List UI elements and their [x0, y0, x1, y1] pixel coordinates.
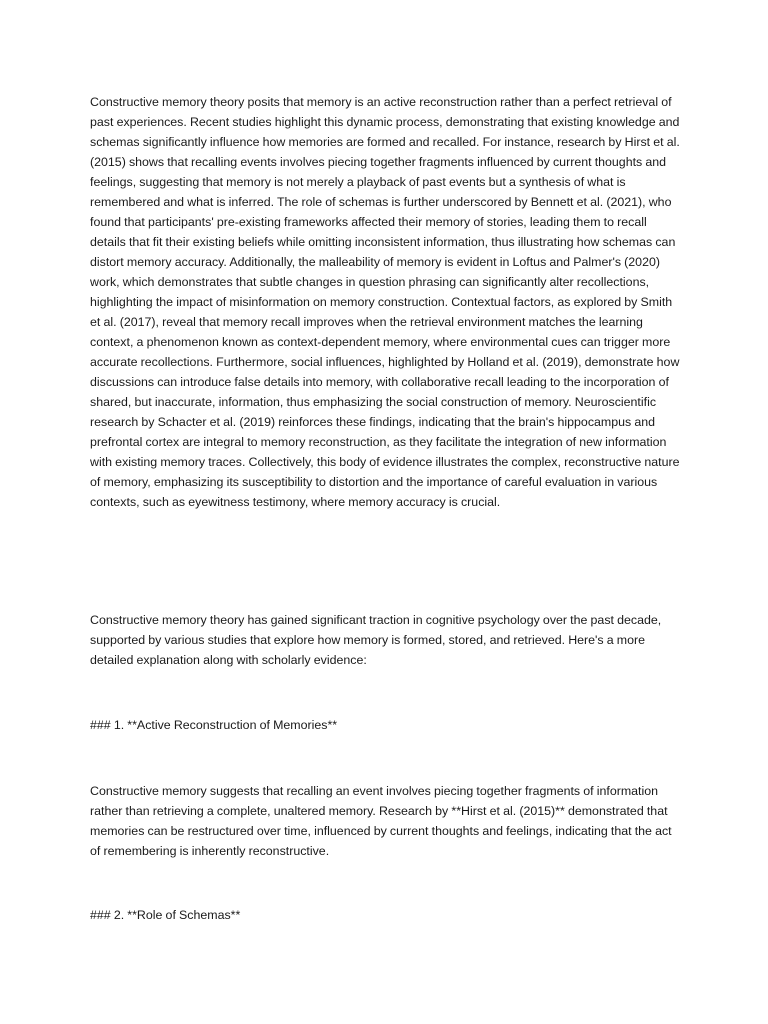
section-heading: ### 2. **Role of Schemas**	[90, 908, 241, 922]
section-heading: ### 1. **Active Reconstruction of Memories**	[90, 718, 338, 732]
body-paragraph: Constructive memory theory has gained significant traction in cognitive psychology over the past decade, supported by various studies that explore how memory is formed, stored, and retrieved. Here's a more detailed explanation along with scholarly evidence:	[90, 613, 662, 667]
body-paragraph: Constructive memory suggests that recalling an event involves piecing together fragments of information rather than retrieving a complete, unaltered memory. Research by **Hirst et al. (2015)** demonstrated that memories can be restructured over time, influenced by current thoughts and feelings, indicating that the act of remembering is inherently reconstructive.	[90, 784, 672, 858]
body-paragraph: Constructive memory theory posits that memory is an active reconstruction rather than a perfect retrieval of past experiences. Recent studies highlight this dynamic process, demonstrating that existing knowledge and schemas significantly influence how memories are formed and recalled. For instance, research by Hirst et al. (2015) shows that recalling events involves piecing together fragments influenced by current thoughts and feelings, suggesting that memory is not merely a playback of past events but a synthesis of what is remembered and what is inferred. The role of schemas is further underscored by Bennett et al. (2021), who found that participants' pre-existing frameworks affected their memory of stories, leading them to recall details that fit their existing beliefs while omitting inconsistent information, thus illustrating how schemas can distort memory accuracy. Additionally, the malleability of memory is evident in Loftus and Palmer's (2020) work, which demonstrates that subtle changes in question phrasing can significantly alter recollections, highlighting the impact of misinformation on memory construction. Contextual factors, as explored by Smith et al. (2017), reveal that memory recall improves when the retrieval environment matches the learning context, a phenomenon known as context-dependent memory, where environmental cues can trigger more accurate recollections. Furthermore, social influences, highlighted by Holland et al. (2019), demonstrate how discussions can introduce false details into memory, with collaborative recall leading to the incorporation of shared, but inaccurate, information, thus emphasizing the social construction of memory. Neuroscientific research by Schacter et al. (2019) reinforces these findings, indicating that the brain's hippocampus and prefrontal cortex are integral to memory reconstruction, as they facilitate the integration of new information with existing memory traces. Collectively, this body of evidence illustrates the complex, reconstructive nature of memory, emphasizing its susceptibility to distortion and the importance of careful evaluation in various contexts, such as eyewitness testimony, where memory accuracy is crucial.	[90, 95, 680, 509]
